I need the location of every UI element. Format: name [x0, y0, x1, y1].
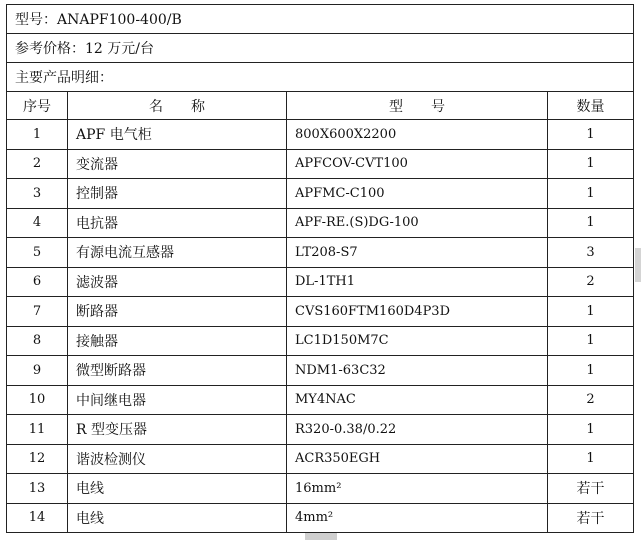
row-model: APFCOV-CVT100	[287, 149, 548, 179]
row-qty: 若干	[548, 503, 634, 533]
row-model: LT208-S7	[287, 238, 548, 268]
table-row	[7, 356, 634, 386]
table-row	[7, 238, 634, 268]
row-index: 10	[7, 385, 68, 415]
header-model: 型 号	[287, 92, 548, 120]
row-name: 滤波器	[68, 267, 287, 297]
model-row	[7, 5, 634, 34]
row-qty: 1	[548, 356, 634, 386]
row-index: 3	[7, 179, 68, 209]
page-bottom-marker	[305, 533, 337, 540]
row-name: 控制器	[68, 179, 287, 209]
row-index: 6	[7, 267, 68, 297]
row-model: 800X600X2200	[287, 120, 548, 150]
row-qty: 1	[548, 179, 634, 209]
row-name: 变流器	[68, 149, 287, 179]
table-row	[7, 208, 634, 238]
table-row	[7, 503, 634, 533]
row-qty: 1	[548, 149, 634, 179]
row-qty: 3	[548, 238, 634, 268]
row-name: 有源电流互感器	[68, 238, 287, 268]
row-index: 2	[7, 149, 68, 179]
table-row	[7, 297, 634, 327]
product-spec-table	[6, 4, 634, 533]
row-name: R 型变压器	[68, 415, 287, 445]
row-qty: 若干	[548, 474, 634, 504]
row-model: APFMC-C100	[287, 179, 548, 209]
row-qty: 1	[548, 120, 634, 150]
row-name: 断路器	[68, 297, 287, 327]
detail-row	[7, 63, 634, 92]
row-name: 谐波检测仪	[68, 444, 287, 474]
row-index: 11	[7, 415, 68, 445]
row-qty: 1	[548, 444, 634, 474]
row-index: 13	[7, 474, 68, 504]
header-name: 名 称	[68, 92, 287, 120]
header-qty: 数量	[548, 92, 634, 120]
row-index: 8	[7, 326, 68, 356]
table-row	[7, 179, 634, 209]
header-index: 序号	[7, 92, 68, 120]
row-model: NDM1-63C32	[287, 356, 548, 386]
row-qty: 2	[548, 267, 634, 297]
row-qty: 1	[548, 326, 634, 356]
table-row	[7, 149, 634, 179]
row-model: LC1D150M7C	[287, 326, 548, 356]
row-name: 接触器	[68, 326, 287, 356]
row-model: APF-RE.(S)DG-100	[287, 208, 548, 238]
row-qty: 1	[548, 415, 634, 445]
row-model: CVS160FTM160D4P3D	[287, 297, 548, 327]
price-row	[7, 34, 634, 63]
row-name: 电线	[68, 503, 287, 533]
row-index: 4	[7, 208, 68, 238]
row-model: ACR350EGH	[287, 444, 548, 474]
row-model: 4mm²	[287, 503, 548, 533]
row-qty: 2	[548, 385, 634, 415]
table-row	[7, 326, 634, 356]
row-name: APF 电气柜	[68, 120, 287, 150]
row-model: 16mm²	[287, 474, 548, 504]
row-index: 12	[7, 444, 68, 474]
table-row	[7, 444, 634, 474]
row-index: 5	[7, 238, 68, 268]
row-index: 9	[7, 356, 68, 386]
product-spec-document	[6, 4, 633, 533]
price-line: 参考价格：12 万元/台	[7, 34, 634, 63]
row-qty: 1	[548, 208, 634, 238]
row-name: 中间继电器	[68, 385, 287, 415]
row-qty: 1	[548, 297, 634, 327]
table-row	[7, 120, 634, 150]
detail-line: 主要产品明细：	[7, 63, 634, 92]
table-row	[7, 474, 634, 504]
table-row	[7, 385, 634, 415]
row-index: 7	[7, 297, 68, 327]
row-model: R320-0.38/0.22	[287, 415, 548, 445]
row-name: 微型断路器	[68, 356, 287, 386]
row-index: 14	[7, 503, 68, 533]
row-name: 电线	[68, 474, 287, 504]
row-name: 电抗器	[68, 208, 287, 238]
page-edge-marker	[635, 248, 641, 282]
model-line: 型号：ANAPF100-400/B	[7, 5, 634, 34]
table-row	[7, 267, 634, 297]
table-row	[7, 415, 634, 445]
row-model: DL-1TH1	[287, 267, 548, 297]
table-header-row	[7, 92, 634, 120]
row-index: 1	[7, 120, 68, 150]
row-model: MY4NAC	[287, 385, 548, 415]
